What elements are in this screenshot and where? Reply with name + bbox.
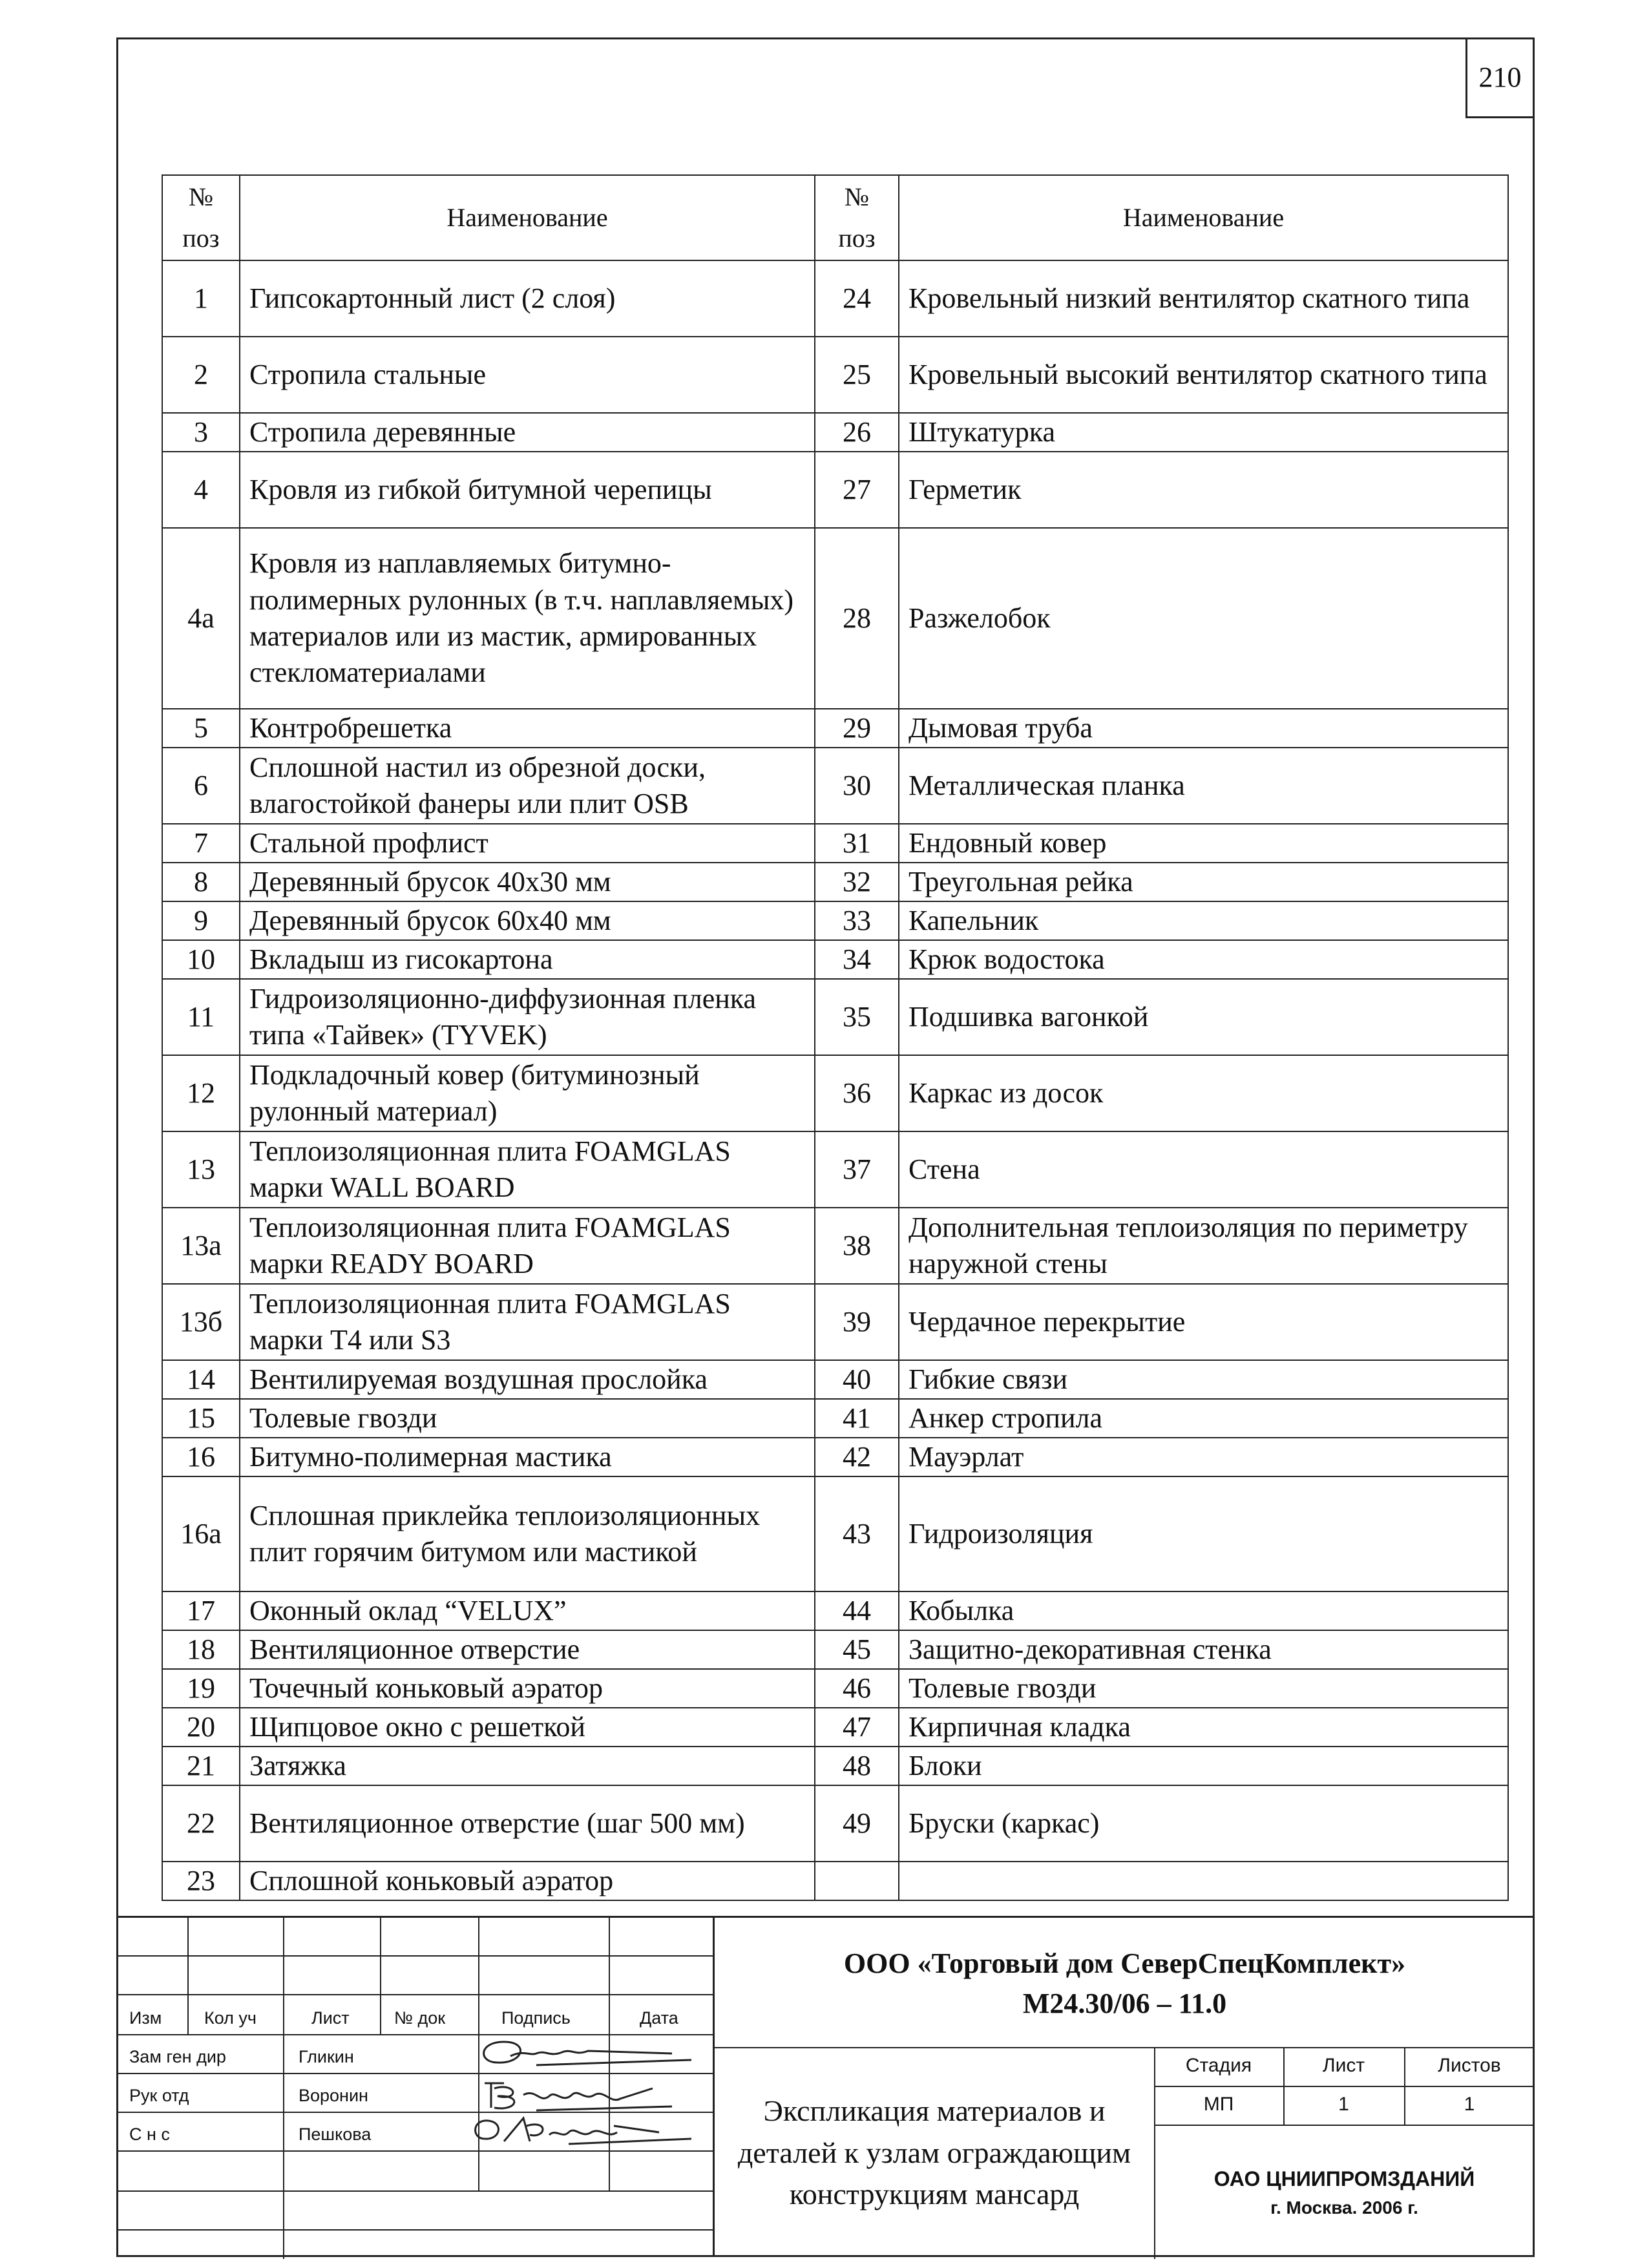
cell-pos-right: 44 bbox=[815, 1591, 899, 1630]
table-row bbox=[162, 1476, 1508, 1591]
cell-name-left: Щипцовое окно с решеткой bbox=[240, 1708, 815, 1747]
header-name-1: Наименование bbox=[240, 175, 815, 260]
cell-name-left: Точечный коньковый аэратор bbox=[240, 1669, 815, 1708]
organization-block bbox=[1154, 2163, 1535, 2221]
cell-pos-right: 43 bbox=[815, 1476, 899, 1591]
table-row bbox=[162, 1862, 1508, 1900]
cell-name-left: Кровля из гибкой битумной черепицы bbox=[240, 452, 815, 528]
cell-pos-left: 19 bbox=[162, 1669, 240, 1708]
cell-name-right: Толевые гвозди bbox=[899, 1669, 1508, 1708]
cell-pos-left: 12 bbox=[162, 1055, 240, 1131]
cell-name-right: Дополнительная теплоизоляция по периметру наружной стены bbox=[899, 1208, 1508, 1284]
materials-table bbox=[162, 174, 1509, 1901]
role-2: Рук отд bbox=[129, 2086, 189, 2105]
cell-name-right: Разжелобок bbox=[899, 528, 1508, 709]
cell-name-left: Сплошной настил из обрезной доски, влагостойкой фанеры или плит OSB bbox=[240, 748, 815, 824]
cell-pos-right: 48 bbox=[815, 1747, 899, 1785]
cell-name-left: Стропила стальные bbox=[240, 337, 815, 413]
cell-pos-left: 2 bbox=[162, 337, 240, 413]
name-2: Воронин bbox=[299, 2086, 368, 2105]
cell-pos-right: 49 bbox=[815, 1785, 899, 1862]
cell-pos-left: 13б bbox=[162, 1284, 240, 1360]
name-1: Гликин bbox=[299, 2047, 354, 2066]
cell-pos-right: 36 bbox=[815, 1055, 899, 1131]
cell-pos-left: 14 bbox=[162, 1360, 240, 1399]
cell-pos-right: 35 bbox=[815, 979, 899, 1055]
header-pos-2: № поз bbox=[815, 175, 899, 260]
sheets-header: Листов bbox=[1438, 2055, 1501, 2076]
cell-pos-left: 4а bbox=[162, 528, 240, 709]
cell-name-left: Битумно-полимерная мастика bbox=[240, 1438, 815, 1476]
cell-pos-left: 4 bbox=[162, 452, 240, 528]
table-row bbox=[162, 1785, 1508, 1862]
cell-pos-right: 42 bbox=[815, 1438, 899, 1476]
cell-name-left: Затяжка bbox=[240, 1747, 815, 1785]
table-row bbox=[162, 260, 1508, 337]
cell-pos-right: 33 bbox=[815, 901, 899, 940]
cell-name-right: Бруски (каркас) bbox=[899, 1785, 1508, 1862]
cell-pos-left: 7 bbox=[162, 824, 240, 863]
cell-name-right: Кобылка bbox=[899, 1591, 1508, 1630]
cell-pos-left: 16 bbox=[162, 1438, 240, 1476]
cell-pos-right: 30 bbox=[815, 748, 899, 824]
cell-name-right: Кровельный низкий вентилятор скатного типа bbox=[899, 260, 1508, 337]
col-list: Лист bbox=[311, 2008, 350, 2028]
col-kol-uch: Кол уч bbox=[204, 2008, 257, 2028]
company-name: ООО «Торговый дом СеверСпецКомплект» bbox=[843, 1948, 1406, 1979]
document-title: Экспликация материалов и деталей к узлам ограждающим конструкциям мансард bbox=[737, 2094, 1131, 2211]
cell-name-left: Толевые гвозди bbox=[240, 1399, 815, 1438]
cell-pos-left: 10 bbox=[162, 940, 240, 979]
cell-pos-left: 18 bbox=[162, 1630, 240, 1669]
table-row bbox=[162, 452, 1508, 528]
header-name-2: Наименование bbox=[899, 175, 1508, 260]
table-row bbox=[162, 1708, 1508, 1747]
cell-pos-right: 32 bbox=[815, 863, 899, 901]
table-row bbox=[162, 709, 1508, 748]
cell-pos-right: 46 bbox=[815, 1669, 899, 1708]
cell-name-left: Деревянный брусок 40х30 мм bbox=[240, 863, 815, 901]
cell-name-right: Дымовая труба bbox=[899, 709, 1508, 748]
cell-name-right: Чердачное перекрытие bbox=[899, 1284, 1508, 1360]
cell-pos-left: 5 bbox=[162, 709, 240, 748]
cell-name-right: Герметик bbox=[899, 452, 1508, 528]
cell-name-right: Ендовный ковер bbox=[899, 824, 1508, 863]
sheet-value: 1 bbox=[1338, 2094, 1349, 2115]
signature-3 bbox=[465, 2113, 711, 2152]
organization-name: ОАО ЦНИИПРОМЗДАНИЙ bbox=[1213, 2167, 1475, 2190]
table-row bbox=[162, 1591, 1508, 1630]
title-block-main bbox=[713, 1916, 1535, 2257]
cell-name-left: Теплоизоляционная плита FOAMGLAS марки READY BOARD bbox=[240, 1208, 815, 1284]
cell-name-left: Теплоизоляционная плита FOAMGLAS марки T4 или S3 bbox=[240, 1284, 815, 1360]
signature-1 bbox=[459, 2037, 704, 2075]
title-block bbox=[116, 1916, 1535, 2257]
cell-name-left: Вентилируемая воздушная прослойка bbox=[240, 1360, 815, 1399]
cell-pos-left: 23 bbox=[162, 1862, 240, 1900]
cell-name-left: Гипсокартонный лист (2 слоя) bbox=[240, 260, 815, 337]
cell-name-right: Капельник bbox=[899, 901, 1508, 940]
cell-name-left: Оконный оклад “VELUX” bbox=[240, 1591, 815, 1630]
cell-pos-left: 17 bbox=[162, 1591, 240, 1630]
stage-value: МП bbox=[1203, 2094, 1234, 2115]
table-row bbox=[162, 1284, 1508, 1360]
cell-pos-right: 29 bbox=[815, 709, 899, 748]
cell-name-right: Блоки bbox=[899, 1747, 1508, 1785]
sheet-header: Лист bbox=[1322, 2055, 1365, 2076]
table-row bbox=[162, 1438, 1508, 1476]
cell-pos-right: 37 bbox=[815, 1131, 899, 1208]
table-header-row bbox=[162, 175, 1508, 260]
cell-name-left: Контробрешетка bbox=[240, 709, 815, 748]
col-signature: Подпись bbox=[501, 2008, 571, 2028]
col-doc-no: № док bbox=[394, 2008, 446, 2028]
cell-name-left: Стальной профлист bbox=[240, 824, 815, 863]
table-row bbox=[162, 1630, 1508, 1669]
cell-pos-left: 13 bbox=[162, 1131, 240, 1208]
cell-pos-right: 40 bbox=[815, 1360, 899, 1399]
cell-name-right: Штукатурка bbox=[899, 413, 1508, 452]
company-block bbox=[715, 1944, 1535, 2023]
cell-name-right: Стена bbox=[899, 1131, 1508, 1208]
cell-name-left: Вентиляционное отверстие (шаг 500 мм) bbox=[240, 1785, 815, 1862]
table-row bbox=[162, 337, 1508, 413]
sheets-value: 1 bbox=[1464, 2094, 1475, 2115]
cell-pos-left: 6 bbox=[162, 748, 240, 824]
cell-name-right: Анкер стропила bbox=[899, 1399, 1508, 1438]
col-date: Дата bbox=[640, 2008, 678, 2028]
cell-name-left: Вкладыш из гисокартона bbox=[240, 940, 815, 979]
table-row bbox=[162, 1747, 1508, 1785]
cell-pos-left: 11 bbox=[162, 979, 240, 1055]
cell-name-right: Крюк водостока bbox=[899, 940, 1508, 979]
cell-pos-right bbox=[815, 1862, 899, 1900]
cell-name-right: Подшивка вагонкой bbox=[899, 979, 1508, 1055]
table-row bbox=[162, 940, 1508, 979]
cell-pos-left: 13а bbox=[162, 1208, 240, 1284]
cell-pos-right: 41 bbox=[815, 1399, 899, 1438]
cell-name-right: Треугольная рейка bbox=[899, 863, 1508, 901]
table-row bbox=[162, 1208, 1508, 1284]
table-row bbox=[162, 979, 1508, 1055]
cell-name-right bbox=[899, 1862, 1508, 1900]
cell-pos-left: 8 bbox=[162, 863, 240, 901]
cell-pos-right: 34 bbox=[815, 940, 899, 979]
city-year: г. Москва. 2006 г. bbox=[1270, 2198, 1418, 2218]
cell-name-right: Мауэрлат bbox=[899, 1438, 1508, 1476]
cell-pos-left: 21 bbox=[162, 1747, 240, 1785]
cell-pos-left: 1 bbox=[162, 260, 240, 337]
cell-pos-right: 39 bbox=[815, 1284, 899, 1360]
header-pos-1: № поз bbox=[162, 175, 240, 260]
table-row bbox=[162, 1360, 1508, 1399]
cell-name-left: Вентиляционное отверстие bbox=[240, 1630, 815, 1669]
cell-name-left: Кровля из наплавляемых битумно-полимерных рулонных (в т.ч. наплавляемых) материалов или из мастик, армированных стекломатериалами bbox=[240, 528, 815, 709]
stage-header: Стадия bbox=[1185, 2055, 1252, 2076]
table-row bbox=[162, 1055, 1508, 1131]
cell-pos-right: 38 bbox=[815, 1208, 899, 1284]
cell-pos-right: 47 bbox=[815, 1708, 899, 1747]
table-row bbox=[162, 824, 1508, 863]
table-row bbox=[162, 1131, 1508, 1208]
cell-name-left: Сплошная приклейка теплоизоляционных плит горячим битумом или мастикой bbox=[240, 1476, 815, 1591]
cell-name-right: Кровельный высокий вентилятор скатного типа bbox=[899, 337, 1508, 413]
cell-name-right: Кирпичная кладка bbox=[899, 1708, 1508, 1747]
cell-pos-right: 24 bbox=[815, 260, 899, 337]
role-3: С н с bbox=[129, 2125, 170, 2144]
cell-pos-right: 27 bbox=[815, 452, 899, 528]
document-code: М24.30/06 – 11.0 bbox=[1022, 1987, 1227, 2019]
table-row bbox=[162, 901, 1508, 940]
cell-pos-left: 3 bbox=[162, 413, 240, 452]
cell-pos-left: 20 bbox=[162, 1708, 240, 1747]
cell-name-left: Сплошной коньковый аэратор bbox=[240, 1862, 815, 1900]
cell-pos-left: 22 bbox=[162, 1785, 240, 1862]
cell-name-right: Защитно-декоративная стенка bbox=[899, 1630, 1508, 1669]
cell-pos-right: 31 bbox=[815, 824, 899, 863]
sheet-number: 210 bbox=[1465, 37, 1535, 118]
cell-pos-right: 25 bbox=[815, 337, 899, 413]
table-row bbox=[162, 748, 1508, 824]
cell-pos-left: 15 bbox=[162, 1399, 240, 1438]
cell-name-right: Каркас из досок bbox=[899, 1055, 1508, 1131]
col-izm: Изм bbox=[129, 2008, 162, 2028]
signature-2 bbox=[459, 2075, 704, 2116]
title-block-signatures bbox=[116, 1916, 713, 2257]
table-row bbox=[162, 1399, 1508, 1438]
cell-name-left: Деревянный брусок 60х40 мм bbox=[240, 901, 815, 940]
cell-pos-left: 16а bbox=[162, 1476, 240, 1591]
name-3: Пешкова bbox=[299, 2125, 372, 2144]
role-1: Зам ген дир bbox=[129, 2047, 226, 2066]
cell-name-left: Теплоизоляционная плита FOAMGLAS марки WALL BOARD bbox=[240, 1131, 815, 1208]
cell-pos-right: 45 bbox=[815, 1630, 899, 1669]
cell-name-right: Металлическая планка bbox=[899, 748, 1508, 824]
cell-pos-right: 28 bbox=[815, 528, 899, 709]
cell-pos-left: 9 bbox=[162, 901, 240, 940]
cell-name-left: Гидроизоляционно-диффузионная пленка типа «Тайвек» (TYVEK) bbox=[240, 979, 815, 1055]
table-row bbox=[162, 413, 1508, 452]
table-row bbox=[162, 863, 1508, 901]
cell-name-left: Стропила деревянные bbox=[240, 413, 815, 452]
table-row bbox=[162, 1669, 1508, 1708]
cell-name-right: Гидроизоляция bbox=[899, 1476, 1508, 1591]
cell-name-right: Гибкие связи bbox=[899, 1360, 1508, 1399]
cell-name-left: Подкладочный ковер (битуминозный рулонный материал) bbox=[240, 1055, 815, 1131]
table-row bbox=[162, 528, 1508, 709]
cell-pos-right: 26 bbox=[815, 413, 899, 452]
